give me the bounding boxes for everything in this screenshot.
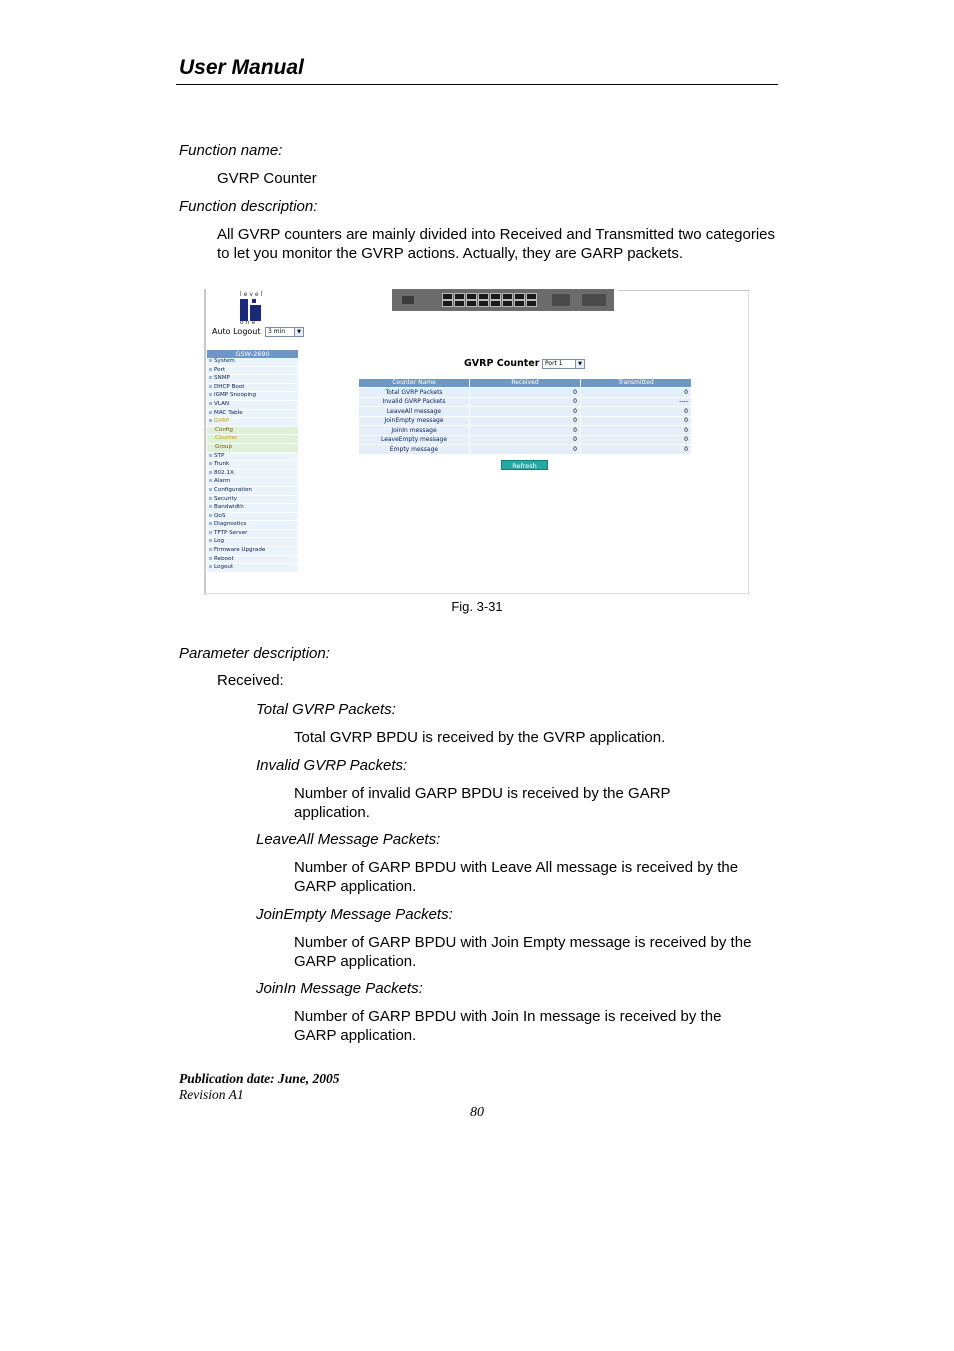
sidebar-item-gvrp[interactable]: GVRP xyxy=(207,418,298,427)
sidebar-item-log[interactable]: Log xyxy=(207,538,298,547)
gvrp-counter-title: GVRP Counter xyxy=(464,358,540,369)
column-header: Received xyxy=(470,379,581,388)
table-row xyxy=(359,397,692,407)
bullet-icon xyxy=(209,393,212,396)
counter-name: LeaveAll message xyxy=(359,407,470,417)
sidebar-item-8021x[interactable]: 802.1X xyxy=(207,470,298,479)
gvrp-counter-table xyxy=(358,379,691,454)
counter-name: Invalid GVRP Packets xyxy=(359,397,470,407)
chevron-down-icon: ▼ xyxy=(575,360,584,368)
figure-caption: Fig. 3-31 xyxy=(451,599,503,614)
param-name: JoinEmpty Message Packets: xyxy=(256,906,453,923)
auto-logout-label: Auto Logout xyxy=(212,327,261,336)
param-name: JoinIn Message Packets: xyxy=(256,980,423,997)
auto-logout-select[interactable] xyxy=(265,327,304,337)
table-row xyxy=(359,407,692,417)
bullet-icon xyxy=(209,376,212,379)
logo-text-bottom: one xyxy=(240,319,258,326)
bullet-icon xyxy=(209,505,212,508)
transmitted-value: 0 xyxy=(581,416,692,426)
function-name-value: GVRP Counter xyxy=(217,170,317,187)
figure-border xyxy=(204,593,750,594)
transmitted-value: 0 xyxy=(581,435,692,445)
auto-logout-value: 3 min xyxy=(268,328,286,335)
sidebar-item-system[interactable]: System xyxy=(207,358,298,367)
sidebar-item-alarm[interactable]: Alarm xyxy=(207,478,298,487)
menu-title: GSW-2690 xyxy=(207,350,298,358)
sidebar-item-logout[interactable]: Logout xyxy=(207,564,298,573)
sidebar-item-dhcp-boot[interactable]: DHCP Boot xyxy=(207,384,298,393)
bullet-icon xyxy=(209,471,212,474)
page-header-title: User Manual xyxy=(179,56,304,79)
sidebar-item-igmp-snooping[interactable]: IGMP Snooping xyxy=(207,392,298,401)
bullet-icon xyxy=(209,539,212,542)
param-name: Invalid GVRP Packets: xyxy=(256,757,408,774)
bullet-icon xyxy=(209,522,212,525)
sidebar-item-trunk[interactable]: Trunk xyxy=(207,461,298,470)
gvrp-counter-screenshot xyxy=(204,289,750,595)
sfp-slot xyxy=(582,294,606,306)
sidebar-subitem-group[interactable]: Group xyxy=(207,444,298,453)
bullet-icon xyxy=(209,368,212,371)
logo-text-top: level xyxy=(240,291,265,298)
port-select-value: Port 1 xyxy=(545,360,563,367)
table-row xyxy=(359,388,692,398)
received-value: 0 xyxy=(470,426,581,436)
transmitted-value: 0 xyxy=(581,426,692,436)
sidebar-item-security[interactable]: Security xyxy=(207,496,298,505)
bullet-icon xyxy=(209,548,212,551)
counter-name: LeaveEmpty message xyxy=(359,435,470,445)
bullet-icon xyxy=(209,531,212,534)
figure-border xyxy=(618,290,750,291)
transmitted-value: ---- xyxy=(581,397,692,407)
function-description-text: All GVRP counters are mainly divided into Received and Transmitted two categories to let you monitor the GVRP actions. Actually, they are GARP packets. xyxy=(217,226,775,262)
received-label: Received: xyxy=(217,672,284,689)
bullet-icon xyxy=(209,411,212,414)
sidebar-item-tftp-server[interactable]: TFTP Server xyxy=(207,530,298,539)
bullet-icon xyxy=(209,454,212,457)
bullet-icon xyxy=(209,497,212,500)
sidebar-item-diagnostics[interactable]: Diagnostics xyxy=(207,521,298,530)
header-rule xyxy=(176,84,778,85)
sidebar-item-qos[interactable]: QoS xyxy=(207,513,298,522)
sfp-slot xyxy=(552,294,570,306)
bullet-icon xyxy=(209,385,212,388)
received-value: 0 xyxy=(470,416,581,426)
page-number: 80 xyxy=(470,1105,484,1120)
port-select[interactable] xyxy=(542,359,585,369)
bullet-icon xyxy=(209,488,212,491)
sidebar-item-mac-table[interactable]: MAC Table xyxy=(207,410,298,419)
param-desc: Number of GARP BPDU with Leave All message is received by the GARP application. xyxy=(294,859,739,895)
param-desc: Number of invalid GARP BPDU is received by the GARP application. xyxy=(294,785,671,821)
received-value: 0 xyxy=(470,407,581,417)
received-value: 0 xyxy=(470,435,581,445)
chevron-down-icon: ▼ xyxy=(294,328,303,336)
bullet-icon xyxy=(209,462,212,465)
transmitted-value: 0 xyxy=(581,445,692,454)
bullet-icon xyxy=(209,514,212,517)
sidebar-item-stp[interactable]: STP xyxy=(207,453,298,462)
port-group xyxy=(442,293,542,306)
publication-date: Publication date: June, 2005 xyxy=(179,1071,340,1086)
sidebar-item-vlan[interactable]: VLAN xyxy=(207,401,298,410)
bullet-icon xyxy=(209,359,212,362)
counter-name: JoinIn message xyxy=(359,426,470,436)
revision: Revision A1 xyxy=(179,1087,244,1102)
device-led xyxy=(402,296,414,304)
param-desc: Number of GARP BPDU with Join Empty message is received by the GARP application. xyxy=(294,934,752,970)
sidebar-item-firmware-upgrade[interactable]: Firmware Upgrade xyxy=(207,547,298,556)
counter-name: JoinEmpty message xyxy=(359,416,470,426)
function-description-label: Function description: xyxy=(179,198,318,215)
param-name: Total GVRP Packets: xyxy=(256,701,396,718)
sidebar-item-reboot[interactable]: Reboot xyxy=(207,556,298,565)
table-row xyxy=(359,416,692,426)
switch-panel-image xyxy=(392,289,614,311)
bullet-icon xyxy=(209,479,212,482)
transmitted-value: 0 xyxy=(581,407,692,417)
table-row xyxy=(359,435,692,445)
bullet-icon xyxy=(209,402,212,405)
param-name: LeaveAll Message Packets: xyxy=(256,831,441,848)
table-row xyxy=(359,445,692,454)
sidebar-subitem-counter[interactable]: Counter xyxy=(207,435,298,444)
counter-name: Total GVRP Packets xyxy=(359,388,470,398)
refresh-button[interactable]: Refresh xyxy=(501,460,548,470)
received-value: 0 xyxy=(470,445,581,454)
sidebar-item-bandwidth[interactable]: Bandwidth xyxy=(207,504,298,513)
parameter-description-label: Parameter description: xyxy=(179,645,330,662)
received-value: 0 xyxy=(470,397,581,407)
sidebar-item-snmp[interactable]: SNMP xyxy=(207,375,298,384)
bullet-icon xyxy=(209,565,212,568)
figure-border xyxy=(204,289,206,595)
column-header: Counter Name xyxy=(359,379,470,388)
function-name-label: Function name: xyxy=(179,142,283,159)
param-desc: Number of GARP BPDU with Join In message is received by the GARP application. xyxy=(294,1008,722,1044)
sidebar-item-port[interactable]: Port xyxy=(207,367,298,376)
bullet-icon xyxy=(209,419,212,422)
bullet-icon xyxy=(209,557,212,560)
sidebar-subitem-config[interactable]: Config xyxy=(207,427,298,436)
sidebar-menu xyxy=(207,350,298,573)
table-row xyxy=(359,426,692,436)
received-value: 0 xyxy=(470,388,581,398)
param-desc: Total GVRP BPDU is received by the GVRP application. xyxy=(294,729,666,746)
transmitted-value: 0 xyxy=(581,388,692,398)
column-header: Transmitted xyxy=(581,379,692,388)
sidebar-item-configuration[interactable]: Configuration xyxy=(207,487,298,496)
counter-name: Empty message xyxy=(359,445,470,454)
figure-border xyxy=(748,289,749,595)
